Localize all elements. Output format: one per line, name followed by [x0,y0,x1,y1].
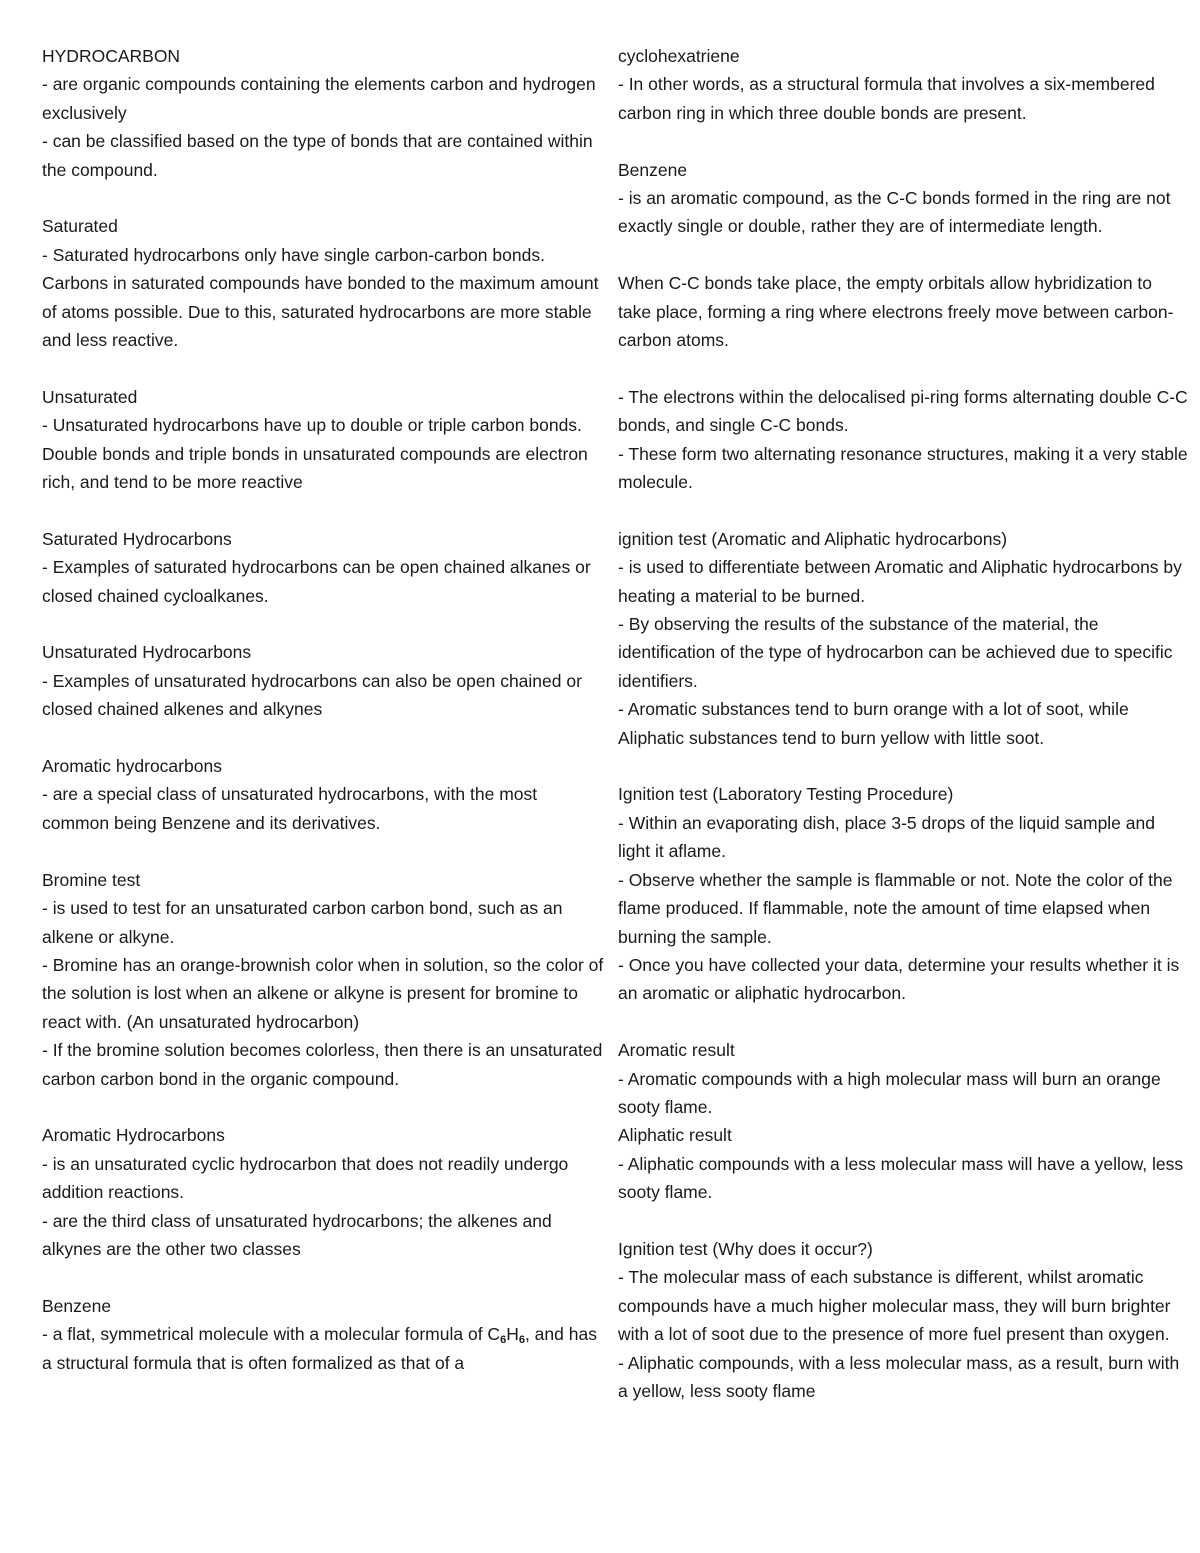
section-heading: Saturated Hydrocarbons [42,528,232,549]
section-text: - Aromatic substances tend to burn orange with a lot of soot, while Aliphatic substances tend to burn yellow with little soot. [618,699,1129,748]
section-heading: Benzene [618,159,688,180]
section-ignition-test-aromatic-aliphatic [618,525,1188,752]
section-text: When C-C bonds take place, the empty orbitals allow hybridization to take place, forming a ring where electrons freely move between carbon-carbon atoms. [618,273,1174,351]
section-aliphatic-result [618,1121,1188,1206]
section-text: - are the third class of unsaturated hydrocarbons; the alkenes and alkynes are the other two classes [42,1210,552,1259]
benzene-formula-text [42,1320,608,1377]
section-heading: Unsaturated [42,386,138,407]
section-text: - are organic compounds containing the elements carbon and hydrogen exclusively [42,74,596,123]
section-unsaturated [42,383,608,497]
section-text: - Aromatic compounds with a high molecular mass will burn an orange sooty flame. [618,1068,1161,1117]
section-benzene [42,1292,608,1377]
section-text: - Saturated hydrocarbons only have single carbon-carbon bonds. Carbons in saturated compounds have bonded to the maximum amount of atoms possible. Due to this, saturated hydrocarbons are more stable and less reactive. [42,244,599,351]
section-text: - is used to differentiate between Aromatic and Aliphatic hydrocarbons by heating a material to be burned. [618,557,1182,606]
formula-h: H [506,1324,519,1345]
section-text: - is used to test for an unsaturated carbon carbon bond, such as an alkene or alkyne. [42,898,563,947]
section-text: - In other words, as a structural formula that involves a six-membered carbon ring in which three double bonds are present. [618,74,1155,123]
formula-subscript-h: 6 [518,1334,525,1347]
section-text: - is an unsaturated cyclic hydrocarbon that does not readily undergo addition reactions. [42,1153,569,1203]
section-text: - Once you have collected your data, determine your results whether it is an aromatic or aliphatic hydrocarbon. [618,954,1180,1004]
section-ignition-test-procedure [618,780,1188,1007]
section-text: - The molecular mass of each substance is different, whilst aromatic compounds have a much higher molecular mass, they will burn brighter with a lot of soot due to the presence of more fuel present than oxygen. [618,1267,1171,1345]
section-text: - If the bromine solution becomes colorless, then there is an unsaturated carbon carbon bond in the organic compound. [42,1040,603,1089]
section-text: - is an aromatic compound, as the C-C bonds formed in the ring are not exactly single or double, rather they are of intermediate length. [618,188,1171,237]
section-heading: HYDROCARBON [42,46,181,66]
section-heading: Saturated [42,216,118,237]
section-text: - Examples of saturated hydrocarbons can be open chained alkanes or closed chained cycloalkanes. [42,557,591,606]
section-aromatic-result [618,1036,1188,1121]
section-cc-bonds [618,269,1188,354]
section-text: - By observing the results of the substance of the material, the identification of the type of hydrocarbon can be achieved due to specific identifiers. [618,614,1173,691]
section-electrons [618,383,1188,497]
section-text: - Observe whether the sample is flammable or not. Note the color of the flame produced. If flammable, note the amount of time elapsed when burning the sample. [618,869,1173,947]
section-text: - Unsaturated hydrocarbons have up to double or triple carbon bonds. Double bonds and triple bonds in unsaturated compounds are electron rich, and tend to be more reactive [42,415,588,493]
section-bromine-test [42,866,608,1093]
formula-text-after: , and has a structural formula that is often formalized as that of a [42,1324,597,1373]
section-heading: Aromatic result [618,1040,735,1061]
section-heading: Unsaturated Hydrocarbons [42,642,252,663]
section-text: - can be classified based on the type of bonds that are contained within the compound. [42,131,593,180]
section-unsaturated-hydrocarbons [42,638,608,723]
section-text: - These form two alternating resonance structures, making it a very stable molecule. [618,443,1188,493]
section-heading: Aliphatic result [618,1125,732,1146]
section-text: - Bromine has an orange-brownish color when in solution, so the color of the solution is lost when an alkene or alkyne is present for bromine to react with. (An unsaturated hydrocarbon) [42,954,604,1032]
section-heading: cyclohexatriene [618,46,740,66]
section-heading: Aromatic hydrocarbons [42,756,222,777]
section-heading: Aromatic Hydrocarbons [42,1125,225,1146]
left-column [42,42,608,1377]
section-heading: Benzene [42,1295,112,1316]
section-aromatic-hydrocarbons-2 [42,1121,608,1263]
section-cyclohexatriene [618,42,1188,127]
section-text: - Within an evaporating dish, place 3-5 drops of the liquid sample and light it aflame. [618,812,1155,862]
section-benzene-2 [618,156,1188,241]
section-text: - The electrons within the delocalised pi-ring forms alternating double C-C bonds, and single C-C bonds. [618,386,1188,436]
section-saturated [42,212,608,354]
section-text: - Aliphatic compounds with a less molecular mass will have a yellow, less sooty flame. [618,1153,1184,1203]
section-heading: Ignition test (Laboratory Testing Procedure) [618,784,954,805]
section-hydrocarbon [42,42,608,184]
formula-text-before: - a flat, symmetrical molecule with a molecular formula of C [42,1324,501,1345]
section-text: - Examples of unsaturated hydrocarbons can also be open chained or closed chained alkenes and alkynes [42,670,582,720]
section-heading: ignition test (Aromatic and Aliphatic hydrocarbons) [618,528,1008,549]
section-heading: Bromine test [42,869,141,890]
formula-subscript-c: 6 [500,1334,507,1347]
right-column [618,42,1188,1405]
section-heading: Ignition test (Why does it occur?) [618,1238,873,1259]
section-aromatic-hydrocarbons [42,752,608,837]
section-saturated-hydrocarbons [42,525,608,610]
section-ignition-test-why [618,1235,1188,1405]
section-text: - are a special class of unsaturated hydrocarbons, with the most common being Benzene and its derivatives. [42,784,538,833]
section-text: - Aliphatic compounds, with a less molecular mass, as a result, burn with a yellow, less sooty flame [618,1352,1180,1401]
